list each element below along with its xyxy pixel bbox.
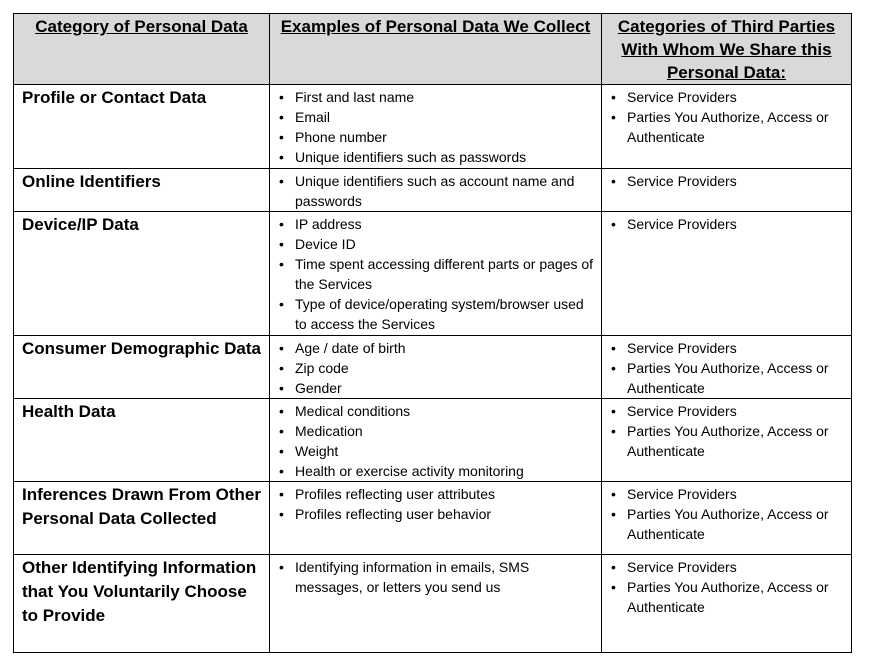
example-item: • Zip code bbox=[273, 358, 597, 378]
third-parties-cell bbox=[602, 336, 852, 399]
third-party-item: • Parties You Authorize, Access or Authenticate bbox=[605, 107, 847, 147]
example-item: • Unique identifiers such as passwords bbox=[273, 147, 597, 167]
third-party-item: • Parties You Authorize, Access or Authenticate bbox=[605, 504, 847, 544]
personal-data-table bbox=[13, 13, 852, 653]
table-row bbox=[14, 399, 852, 482]
third-parties-cell bbox=[602, 399, 852, 482]
third-parties-list bbox=[605, 401, 847, 461]
third-parties-list bbox=[605, 87, 847, 147]
header-row bbox=[14, 14, 852, 85]
category-cell: Online Identifiers bbox=[14, 169, 270, 212]
examples-cell bbox=[270, 336, 602, 399]
examples-cell bbox=[270, 169, 602, 212]
third-parties-list bbox=[605, 484, 847, 544]
third-party-item: • Service Providers bbox=[605, 557, 847, 577]
header-examples: Examples of Personal Data We Collect bbox=[270, 14, 602, 85]
table-row bbox=[14, 85, 852, 169]
example-item: • First and last name bbox=[273, 87, 597, 107]
third-parties-cell bbox=[602, 85, 852, 169]
third-parties-cell bbox=[602, 482, 852, 555]
example-item: • Email bbox=[273, 107, 597, 127]
third-parties-list bbox=[605, 171, 847, 191]
third-party-item: • Parties You Authorize, Access or Authenticate bbox=[605, 577, 847, 617]
example-item: • Profiles reflecting user attributes bbox=[273, 484, 597, 504]
example-item: • Type of device/operating system/browser used to access the Services bbox=[273, 294, 597, 334]
category-cell: Consumer Demographic Data bbox=[14, 336, 270, 399]
examples-list bbox=[273, 557, 597, 597]
table-row bbox=[14, 482, 852, 555]
example-item: • Unique identifiers such as account name and passwords bbox=[273, 171, 597, 211]
table-row bbox=[14, 555, 852, 653]
header-category: Category of Personal Data bbox=[14, 14, 270, 85]
example-item: • Age / date of birth bbox=[273, 338, 597, 358]
table-row bbox=[14, 212, 852, 336]
third-parties-list bbox=[605, 557, 847, 617]
examples-list bbox=[273, 214, 597, 334]
table-body bbox=[14, 85, 852, 653]
examples-cell bbox=[270, 399, 602, 482]
category-cell: Inferences Drawn From Other Personal Data Collected bbox=[14, 482, 270, 555]
category-cell: Health Data bbox=[14, 399, 270, 482]
example-item: • Time spent accessing different parts or pages of the Services bbox=[273, 254, 597, 294]
table-row bbox=[14, 336, 852, 399]
third-parties-list bbox=[605, 338, 847, 398]
third-party-item: • Service Providers bbox=[605, 338, 847, 358]
third-party-item: • Service Providers bbox=[605, 87, 847, 107]
third-party-item: • Service Providers bbox=[605, 484, 847, 504]
examples-list bbox=[273, 401, 597, 481]
third-parties-cell bbox=[602, 169, 852, 212]
examples-list bbox=[273, 171, 597, 211]
third-parties-list bbox=[605, 214, 847, 234]
example-item: • Profiles reflecting user behavior bbox=[273, 504, 597, 524]
examples-list bbox=[273, 338, 597, 398]
example-item: • Medication bbox=[273, 421, 597, 441]
examples-cell bbox=[270, 212, 602, 336]
category-cell: Other Identifying Information that You Voluntarily Choose to Provide bbox=[14, 555, 270, 653]
examples-list bbox=[273, 484, 597, 524]
third-parties-cell bbox=[602, 212, 852, 336]
category-cell: Device/IP Data bbox=[14, 212, 270, 336]
examples-cell bbox=[270, 85, 602, 169]
third-party-item: • Service Providers bbox=[605, 401, 847, 421]
example-item: • Medical conditions bbox=[273, 401, 597, 421]
table-row bbox=[14, 169, 852, 212]
example-item: • Device ID bbox=[273, 234, 597, 254]
third-parties-cell bbox=[602, 555, 852, 653]
header-third-parties: Categories of Third Parties With Whom We Share this Personal Data: bbox=[602, 14, 852, 85]
third-party-item: • Parties You Authorize, Access or Authenticate bbox=[605, 421, 847, 461]
category-cell: Profile or Contact Data bbox=[14, 85, 270, 169]
third-party-item: • Service Providers bbox=[605, 171, 847, 191]
example-item: • Phone number bbox=[273, 127, 597, 147]
examples-cell bbox=[270, 482, 602, 555]
examples-list bbox=[273, 87, 597, 167]
example-item: • Identifying information in emails, SMS messages, or letters you send us bbox=[273, 557, 597, 597]
third-party-item: • Service Providers bbox=[605, 214, 847, 234]
example-item: • Health or exercise activity monitoring bbox=[273, 461, 597, 481]
example-item: • Weight bbox=[273, 441, 597, 461]
third-party-item: • Parties You Authorize, Access or Authenticate bbox=[605, 358, 847, 398]
table-header bbox=[14, 14, 852, 85]
example-item: • IP address bbox=[273, 214, 597, 234]
examples-cell bbox=[270, 555, 602, 653]
example-item: • Gender bbox=[273, 378, 597, 398]
